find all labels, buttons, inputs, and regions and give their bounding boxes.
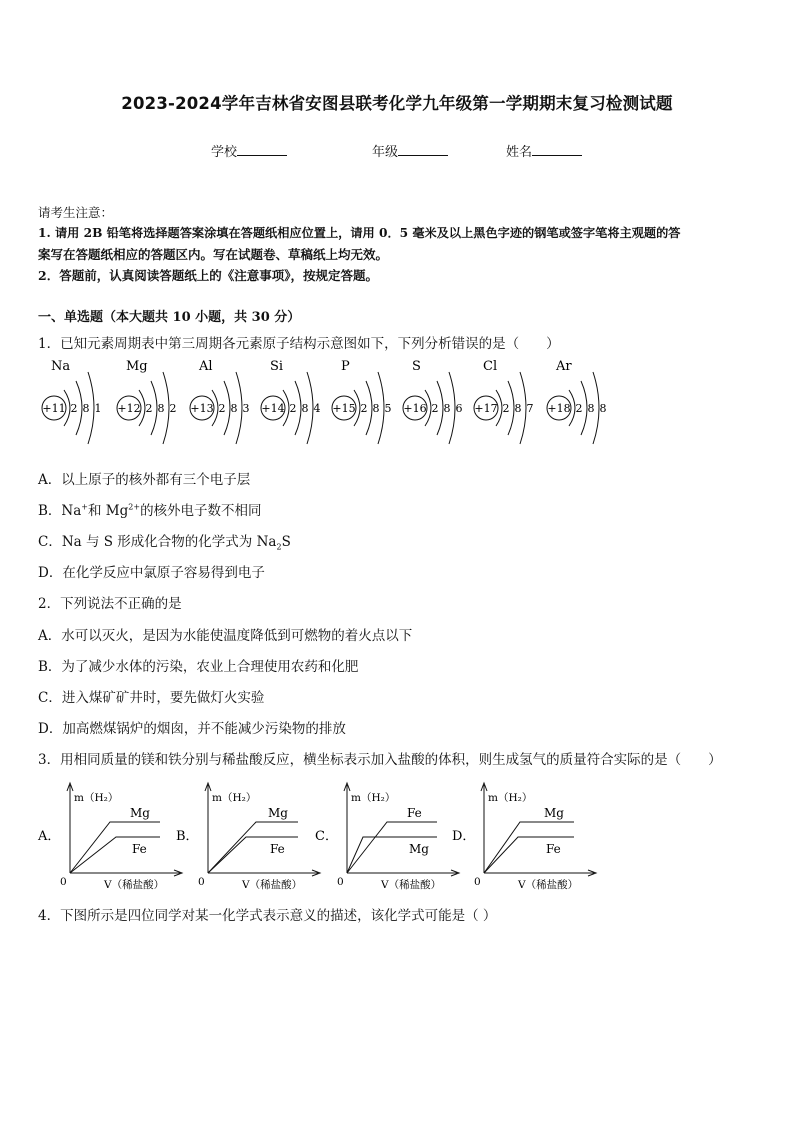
nucleus-charge: +11 (42, 402, 66, 415)
atom-diagram-s (403, 359, 463, 444)
question-2-option-a: A．水可以灭火，是因为水能使温度降低到可燃物的着火点以下 (38, 628, 413, 644)
question-1-option-d: D．在化学反应中氯原子容易得到电子 (38, 565, 265, 581)
element-symbol: Ar (556, 359, 572, 374)
graph-option-b (176, 783, 320, 891)
electron-count: 8 (372, 402, 380, 415)
electron-count: 4 (313, 402, 321, 415)
question-2-option-c: C．进入煤矿矿井时，要先做灯火实验 (38, 690, 265, 706)
nucleus-charge: +14 (261, 402, 285, 415)
x-axis-label: V（稀盐酸） (518, 879, 579, 891)
notice-item-1-line-2: 案写在答题纸相应的答题区内。写在试题卷、草稿纸上均无效。 (38, 247, 389, 262)
x-axis-label: V（稀盐酸） (381, 879, 442, 891)
electron-count: 1 (94, 402, 102, 415)
graph-option-label: A． (38, 829, 61, 844)
element-symbol: Al (199, 359, 213, 374)
origin-label: 0 (337, 876, 344, 888)
electron-count: 8 (82, 402, 90, 415)
school-field (211, 141, 287, 160)
atom-diagram-p (332, 359, 392, 444)
graph-option-d (452, 783, 596, 891)
element-symbol: S (412, 359, 421, 374)
electron-count: 2 (431, 402, 439, 415)
nucleus-charge: +15 (332, 402, 356, 415)
school-blank (237, 143, 287, 156)
x-axis-label: V（稀盐酸） (242, 879, 303, 891)
atom-diagram-al (190, 359, 250, 444)
electron-count: 2 (70, 402, 78, 415)
lower-curve-label: Fe (546, 842, 561, 856)
name-label: 姓名 (506, 145, 533, 160)
element-symbol: Cl (483, 359, 498, 374)
electron-count: 8 (514, 402, 522, 415)
element-symbol: Na (51, 359, 71, 374)
name-blank (532, 143, 582, 156)
question-1-stem: 1．已知元素周期表中第三周期各元素原子结构示意图如下，下列分析错误的是（ ） (38, 336, 560, 352)
graph-option-label: D． (452, 829, 476, 844)
upper-curve-label: Mg (544, 806, 564, 820)
electron-count: 2 (145, 402, 153, 415)
school-label: 学校 (211, 145, 238, 160)
notice-item-1-line-1: 1. 请用 2B 铅笔将选择题答案涂填在答题纸相应位置上，请用 0．5 毫米及以上黑色字迹的钢笔或签字笔将主观题的答 (38, 226, 681, 240)
graph-option-a (37, 783, 182, 891)
nucleus-charge: +18 (547, 402, 571, 415)
electron-count: 2 (502, 402, 510, 415)
electron-count: 8 (301, 402, 309, 415)
upper-curve-label: Fe (407, 806, 422, 820)
name-field (506, 141, 582, 160)
electron-count: 2 (289, 402, 297, 415)
atom-diagram-mg (117, 359, 177, 444)
electron-count: 2 (169, 402, 177, 415)
electron-count: 3 (242, 402, 250, 415)
electron-count: 8 (599, 402, 607, 415)
question-2-option-b: B．为了减少水体的污染，农业上合理使用农药和化肥 (38, 659, 359, 675)
electron-count: 6 (455, 402, 463, 415)
nucleus-charge: +13 (190, 402, 214, 415)
origin-label: 0 (198, 876, 205, 888)
electron-count: 2 (575, 402, 583, 415)
question-4-stem: 4．下图所示是四位同学对某一化学式表示意义的描述，该化学式可能是（ ） (38, 908, 497, 924)
nucleus-charge: +12 (117, 402, 141, 415)
nucleus-charge: +16 (403, 402, 427, 415)
y-axis-label: m（H₂） (488, 792, 533, 804)
origin-label: 0 (60, 876, 67, 888)
element-symbol: Mg (126, 359, 148, 374)
atom-diagram-cl (474, 359, 534, 444)
nucleus-charge: +17 (474, 402, 498, 415)
grade-blank (398, 143, 448, 156)
question-3-stem: 3．用相同质量的镁和铁分别与稀盐酸反应，横坐标表示加入盐酸的体积，则生成氢气的质量符合实际的是（ ） (38, 752, 722, 768)
lower-curve-label: Mg (409, 842, 429, 856)
question-2-stem: 2．下列说法不正确的是 (38, 596, 182, 612)
electron-count: 8 (157, 402, 165, 415)
electron-count: 2 (360, 402, 368, 415)
element-symbol: Si (270, 359, 284, 374)
y-axis-label: m（H₂） (74, 792, 119, 804)
section-heading: 一、单选题（本大题共 10 小题，共 30 分） (38, 310, 301, 325)
electron-count: 8 (443, 402, 451, 415)
atom-diagram-na (42, 359, 102, 444)
atomic-structure-diagrams (30, 352, 620, 452)
notice-item-2: 2．答题前，认真阅读答题纸上的《注意事项》，按规定答题。 (38, 268, 378, 283)
graph-option-c (315, 783, 459, 891)
notice-heading: 请考生注意： (38, 205, 114, 220)
x-axis-label: V（稀盐酸） (104, 879, 165, 891)
electron-count: 5 (384, 402, 392, 415)
graph-option-label: C． (315, 829, 338, 844)
upper-curve-label: Mg (130, 806, 150, 820)
question-1-option-a: A．以上原子的核外都有三个电子层 (38, 472, 251, 488)
grade-field (372, 141, 448, 160)
page-title: 2023-2024学年吉林省安图县联考化学九年级第一学期期末复习检测试题 (121, 94, 673, 113)
lower-curve-label: Fe (270, 842, 285, 856)
electron-count: 7 (526, 402, 534, 415)
graph-option-label: B． (176, 829, 199, 844)
electron-count: 8 (587, 402, 595, 415)
upper-curve-label: Mg (268, 806, 288, 820)
lower-curve-label: Fe (132, 842, 147, 856)
grade-label: 年级 (372, 145, 399, 160)
electron-count: 8 (230, 402, 238, 415)
atom-diagram-si (261, 359, 321, 444)
y-axis-label: m（H₂） (212, 792, 257, 804)
atom-diagram-ar (547, 359, 607, 444)
y-axis-label: m（H₂） (351, 792, 396, 804)
question-2-option-d: D．加高燃煤锅炉的烟囱，并不能减少污染物的排放 (38, 721, 346, 737)
hydrogen-mass-graphs (30, 775, 610, 900)
origin-label: 0 (474, 876, 481, 888)
electron-count: 2 (218, 402, 226, 415)
question-1-option-b: B．Na+和 $Mg^{2+}$的核外电子数不相同 (38, 502, 262, 519)
element-symbol: P (341, 359, 350, 374)
question-1-option-c: C．Na 与 S 形成化合物的化学式为 $Na_2S$ (38, 534, 291, 552)
